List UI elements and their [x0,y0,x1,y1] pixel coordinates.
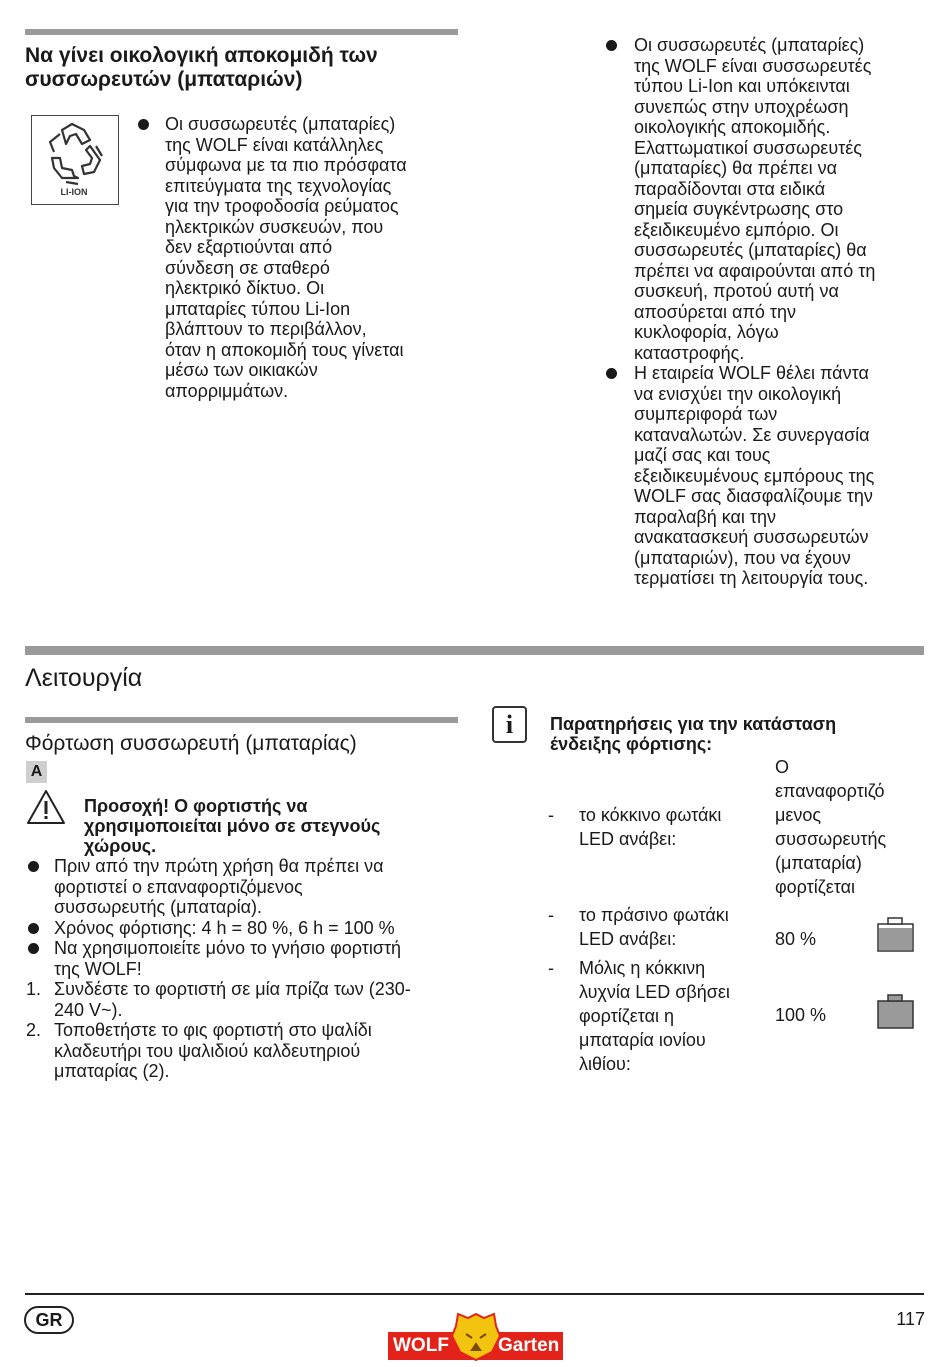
text-line: επιτεύγματα της τεχνολογίας [165,175,392,196]
li-ion-recycle-logo [31,115,119,205]
text-line: WOLF σας διασφαλίζουμε την [634,486,873,506]
text-line: σημεία συγκέντρωσης στο [634,199,844,219]
recycle-icon [32,116,117,203]
led-row-3-label: Μόλις η κόκκινη λυχνία LED σβήσει φορτίζεται η μπαταρία ιονίου λιθίου: [579,958,730,1074]
text-line: βλάπτουν το περιβάλλον, [165,319,367,339]
disposal-left-bullet [165,114,450,401]
subsection-rule-charging [25,717,458,723]
text-line: να ενισχύει την οικολογική [634,383,842,404]
led-row-3-value: 100 % [775,1005,827,1025]
wolf-head-icon [450,1312,502,1362]
led-row-2-value: 80 % [775,929,817,949]
page-number: 117 [896,1309,925,1329]
text-line: μαζί σας και τους [634,445,771,465]
disposal-right-text-1 [634,35,924,363]
logo-text-wolf: WOLF [393,1335,449,1356]
charging-bullet-1: Πριν από την πρώτη χρήση θα πρέπει να φορτιστεί ο επαναφορτιζόμενος συσσωρευτής (μπαταρία). [54,856,464,918]
text-line: κυκλοφορία, λόγω [634,322,779,342]
subsection-title-charging: Φόρτωση συσσωρευτή (μπαταρίας) [25,732,357,755]
text-line: οικολογικής αποκομιδής. [634,117,831,137]
text-line: ηλεκτρικό δίκτυο. Οι [165,278,325,298]
section-rule-operation [25,646,924,655]
text-line: καταναλωτών. Σε συνεργασία [634,424,870,445]
country-badge: GR [24,1306,74,1334]
info-title: Παρατηρήσεις για την κατάσταση ένδειξης φόρτισης: [550,714,837,754]
text-line: σύμφωνα με τα πιο πρόσφατα [165,155,407,175]
text-line: δεν εξαρτιούνται από [165,237,333,257]
text-line: αποσύρεται από την [634,301,797,322]
text-line: (μπαταριών), που να έχουν [634,547,851,568]
text-line: συσσωρευτές (μπαταρίες) θα [634,240,867,260]
text-line: τύπου Li-Ion και υπόκεινται [634,76,850,96]
bullet-dot [28,923,39,934]
text-line: Οι συσσωρευτές (μπαταρίες) [634,35,865,55]
text-line: συμπεριφορά των [634,404,778,424]
figure-ref-badge: A [26,761,47,783]
bullet-dot [606,368,617,379]
text-line: πρέπει να αφαιρούνται από τη [634,260,876,281]
text-line: (μπαταρίες) θα πρέπει να [634,158,838,178]
charging-bullets [26,856,464,1082]
text-line: της WOLF είναι κατάλληλες [165,134,384,155]
led-row-1-dash: - [548,805,554,825]
text-line: για την τροφοδοσία ρεύματος [165,196,399,216]
section-title-disposal: Να γίνει οικολογική αποκομιδή των συσσωρευτών (μπαταριών) [25,44,378,91]
text-line: παραλαβή και την [634,506,777,527]
charging-step-2: 2. Τοποθετήστε το φις φορτιστή στο ψαλίδι κλαδευτήρι του ψαλιδιού καλδευτηριού μπαταρίας (2). [26,1020,372,1081]
warning-icon [26,789,66,830]
led-row-2-dash: - [548,905,554,925]
li-ion-label: LI-ION [60,187,88,197]
info-icon: i [492,706,527,743]
text-line: συνεπώς στην υποχρέωση [634,96,849,117]
section-rule-top [25,29,458,35]
footer-rule [25,1293,924,1295]
disposal-left-text [165,114,450,401]
text-line: Η εταιρεία WOLF θέλει πάντα [634,363,869,383]
text-line: Οι συσσωρευτές (μπαταρίες) [165,114,396,134]
wolf-garten-logo [388,1312,563,1362]
battery-100-icon [877,993,914,1034]
disposal-right-bullet-1 [634,35,924,363]
text-line: παραδίδονται στα ειδικά [634,178,826,199]
text-line: τερματίσει τη λειτουργία τους. [634,568,869,588]
text-line: σύνδεση σε σταθερό [165,257,330,278]
section-title-operation: Λειτουργία [25,664,143,692]
logo-text-garten: Garten [498,1335,560,1356]
text-line: καταστροφής. [634,342,745,363]
text-line: εξειδικευμένους εμπόρους της [634,465,875,486]
text-line: της WOLF είναι συσσωρευτές [634,55,872,76]
charging-bullet-3: Να χρησιμοποιείτε μόνο το γνήσιο φορτιστή της WOLF! [54,938,464,979]
text-line: συσκευή, προτού αυτή να [634,281,839,301]
led-row-2-label: το πράσινο φωτάκι LED ανάβει: [579,905,729,949]
text-line: μέσω των οικιακών [165,360,318,380]
text-line: απορριμμάτων. [165,380,289,401]
led-row-1-value: Ο επαναφορτιζό μενος συσσωρευτής (μπαταρία) φορτίζεται [775,757,887,897]
bullet-dot [28,861,39,872]
bullet-dot [28,943,39,954]
led-row-1-label: το κόκκινο φωτάκι LED ανάβει: [579,805,722,849]
battery-80-icon [877,916,914,957]
text-line: όταν η αποκομιδή τους γίνεται [165,339,404,360]
charging-step-1: 1. Συνδέστε το φορτιστή σε μία πρίζα των (230- 240 V~). [26,979,411,1020]
bullet-dot [138,119,149,130]
text-line: ανακατασκευή συσσωρευτών [634,527,869,547]
led-row-3-dash: - [548,958,554,978]
text-line: εξειδικευμένο εμπόριο. Οι [634,219,839,240]
text-line: ηλεκτρικών συσκευών, που [165,216,384,237]
disposal-right-text-2 [634,363,924,589]
text-line: μπαταρίες τύπου Li-Ion [165,298,351,319]
warning-text: Προσοχή! Ο φορτιστής να χρησιμοποιείται μόνο σε στεγνούς χώρους. [84,796,381,856]
bullet-dot [606,40,617,51]
text-line: Ελαττωματικοί συσσωρευτές [634,137,862,158]
charging-bullet-2: Χρόνος φόρτισης: 4 h = 80 %, 6 h = 100 % [54,918,464,939]
disposal-right-bullet-2 [634,363,924,589]
